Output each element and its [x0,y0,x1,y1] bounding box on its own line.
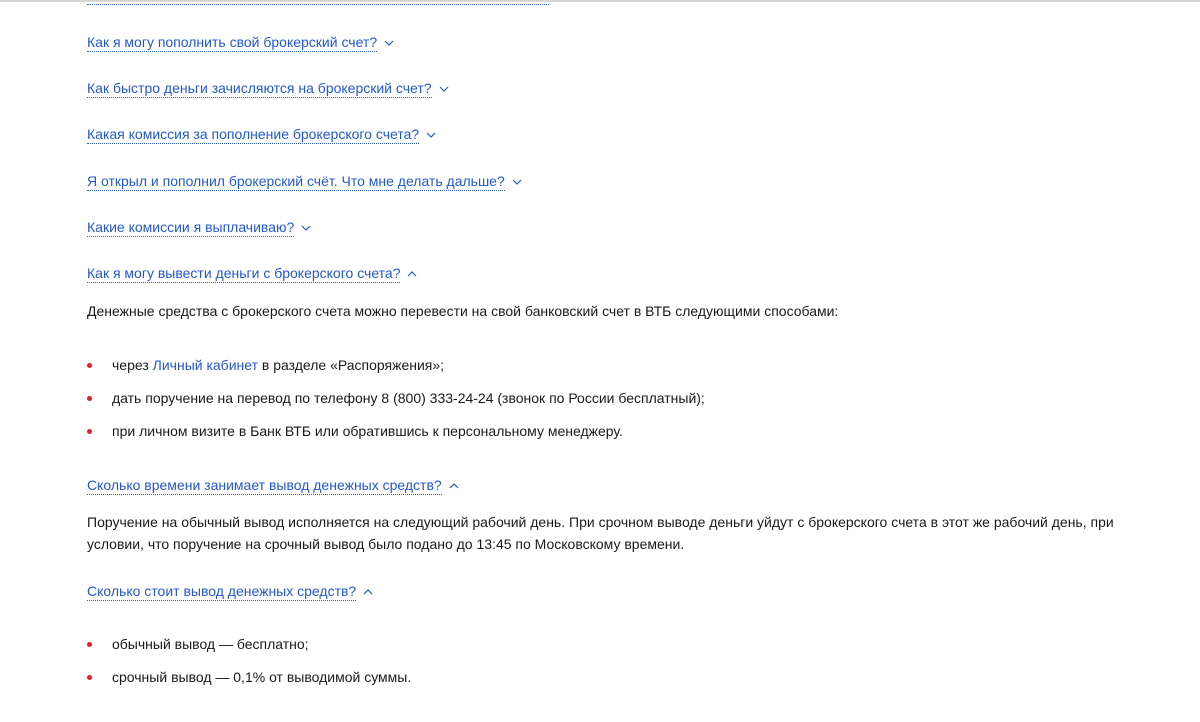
bullet-dot-icon [87,429,92,434]
bullet-dot-icon [87,396,92,401]
list-item-text: дать поручение на перевод по телефону 8 (800) 333-24-24 (звонок по России бесплатный); [112,390,705,406]
faq-question-text[interactable]: Как я могу пополнить свой брокерский счет? [87,34,378,50]
chevron-down-icon[interactable] [300,222,312,234]
list-item [87,422,623,440]
list-item-text: срочный вывод — 0,1% от выводимой суммы. [112,669,412,685]
list-item-text: обычный вывод — бесплатно; [112,636,309,652]
faq-question-next-steps[interactable] [87,173,523,191]
list-item [87,356,444,374]
faq-question-text[interactable]: Сколько стоит вывод денежных средств? [87,583,357,599]
list-item [87,389,705,407]
list-item [87,635,309,653]
list-item-text: через [112,357,153,373]
faq-question-withdraw-time[interactable] [87,477,460,495]
list-item [87,668,411,686]
chevron-down-icon[interactable] [425,129,437,141]
faq-answer-withdraw-intro: Денежные средства с брокерского счета можно перевести на свой банковский счет в ВТБ следующими способами: [87,303,839,319]
chevron-up-icon[interactable] [406,268,418,280]
faq-question-text[interactable]: Как я могу вывести деньги с брокерского счета? [87,265,401,281]
bullet-dot-icon [87,363,92,368]
list-item-text: в разделе «Распоряжения»; [257,357,445,373]
faq-question-text[interactable]: Какие комиссии я выплачиваю? [87,219,295,235]
chevron-down-icon[interactable] [383,37,395,49]
faq-question-topup[interactable] [87,34,395,52]
personal-account-link[interactable]: Личный кабинет [152,357,258,373]
faq-question-withdraw-cost[interactable] [87,583,374,601]
faq-question-fees[interactable] [87,219,312,237]
bullet-dot-icon [87,642,92,647]
faq-question-topup-fee[interactable] [87,126,437,144]
faq-question-transfer-speed[interactable] [87,80,450,98]
chevron-down-icon[interactable] [438,83,450,95]
chevron-up-icon[interactable] [362,586,374,598]
faq-question-text[interactable]: Сколько времени занимает вывод денежных средств? [87,477,442,493]
faq-question-text[interactable]: Я открыл и пополнил брокерский счёт. Что мне делать дальше? [87,173,505,189]
faq-question-text[interactable]: Какая комиссия за пополнение брокерского счета? [87,126,420,142]
faq-question-text[interactable]: Как быстро деньги зачисляются на брокерский счет? [87,80,432,96]
list-item-text: при личном визите в Банк ВТБ или обратившись к персональному менеджеру. [112,423,623,439]
faq-question-withdraw[interactable] [87,265,418,283]
chevron-up-icon[interactable] [448,480,460,492]
bullet-dot-icon [87,675,92,680]
faq-question-cut-off[interactable] [87,0,549,5]
chevron-down-icon[interactable] [511,176,523,188]
faq-answer-withdraw-time: Поручение на обычный вывод исполняется на следующий рабочий день. При срочном выводе деньги уйдут с брокерского счета в этот же рабочий день, при условии, что поручение на срочный вывод было подано до 13:45 по Московскому времени. [87,514,1114,552]
